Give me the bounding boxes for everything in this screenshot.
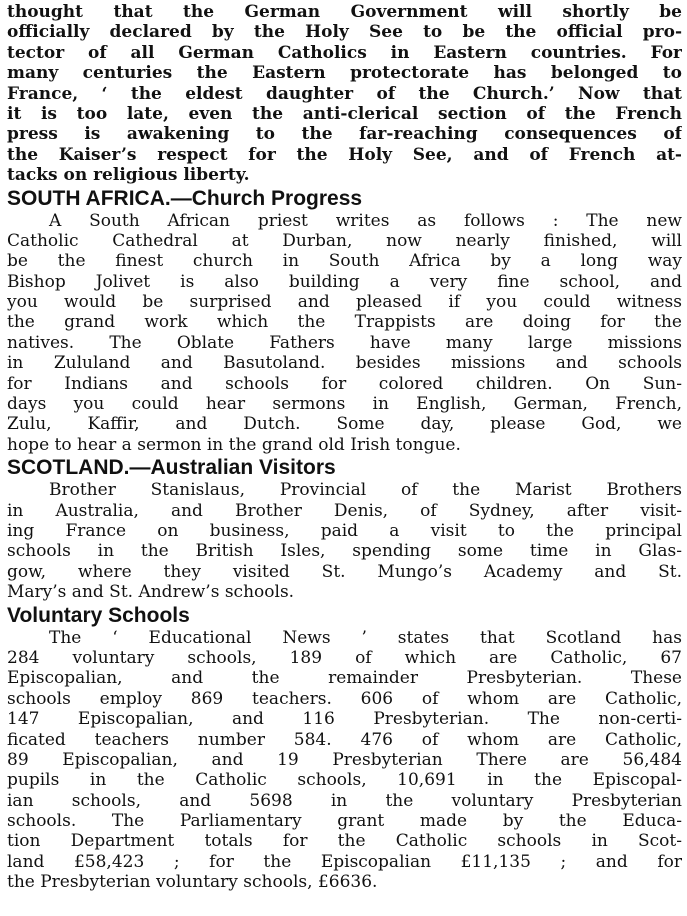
paragraph-line: you would be surprised and pleased if you could witness bbox=[7, 292, 682, 313]
paragraph-line: Bishop Jolivet is also building a very fine school, and bbox=[7, 271, 682, 292]
voluntary-schools-section bbox=[7, 604, 682, 893]
scotland-section bbox=[7, 456, 682, 602]
paragraph-line: it is too late, even the anti-clerical section of the French bbox=[7, 103, 682, 124]
paragraph-line: the Kaiser’s respect for the Holy See, and of French at- bbox=[7, 144, 682, 165]
paragraph-line: Brother Stanislaus, Provincial of the Marist Brothers bbox=[49, 480, 682, 501]
paragraph-line: in Zululand and Basutoland. besides missions and schools bbox=[7, 353, 682, 374]
paragraph-line: ficated teachers number 584. 476 of whom are Catholic, bbox=[7, 729, 682, 750]
section-heading: SCOTLAND.—Australian Visitors bbox=[7, 456, 336, 480]
paragraph-line: Zulu, Kaffir, and Dutch. Some day, please God, we bbox=[7, 414, 682, 435]
paragraph-line: Episcopalian, and the remainder Presbyterian. These bbox=[7, 668, 682, 689]
paragraph-line: the Presbyterian voluntary schools, £6636. bbox=[7, 872, 378, 893]
paragraph-line: ing France on business, paid a visit to the principal bbox=[7, 520, 682, 541]
paragraph-line: The ‘ Educational News ’ states that Scotland has bbox=[49, 627, 682, 648]
paragraph-line: tion Department totals for the Catholic schools in Scot- bbox=[7, 831, 682, 852]
south-africa-section bbox=[7, 187, 682, 456]
paragraph-line: land £58,423 ; for the Episcopalian £11,135 ; and for bbox=[7, 851, 682, 872]
paragraph-line: A South African priest writes as follows : The new bbox=[49, 210, 682, 231]
paragraph-line: 89 Episcopalian, and 19 Presbyterian There are 56,484 bbox=[7, 749, 682, 770]
paragraph-line: 284 voluntary schools, 189 of which are Catholic, 67 bbox=[7, 647, 682, 668]
paragraph-line: in Australia, and Brother Denis, of Sydney, after visit- bbox=[7, 500, 682, 521]
paragraph-line: ian schools, and 5698 in the voluntary Presbyterian bbox=[7, 790, 682, 811]
paragraph-line: officially declared by the Holy See to be the official pro- bbox=[7, 22, 682, 43]
section-heading: SOUTH AFRICA.—Church Progress bbox=[7, 186, 363, 210]
paragraph-line: gow, where they visited St. Mungo’s Academy and St. bbox=[7, 561, 682, 582]
section-heading: Voluntary Schools bbox=[7, 603, 190, 627]
paragraph-line: France, ‘ the eldest daughter of the Church.’ Now that bbox=[7, 83, 682, 104]
paragraph-line: Mary’s and St. Andrew’s schools. bbox=[7, 582, 295, 603]
paragraph-line: pupils in the Catholic schools, 10,691 in the Episcopal- bbox=[7, 770, 682, 791]
paragraph-line: the grand work which the Trappists are doing for the bbox=[7, 312, 682, 333]
paragraph-line: tector of all German Catholics in Eastern countries. For bbox=[7, 42, 682, 63]
paragraph-line: schools. The Parliamentary grant made by the Educa- bbox=[7, 811, 682, 832]
paragraph-line: for Indians and schools for colored children. On Sun- bbox=[7, 373, 682, 394]
paragraph-line: schools employ 869 teachers. 606 of whom are Catholic, bbox=[7, 688, 682, 709]
paragraph-line: Catholic Cathedral at Durban, now nearly finished, will bbox=[7, 230, 682, 251]
paragraph-line: 147 Episcopalian, and 116 Presbyterian. The non-certi- bbox=[7, 709, 682, 730]
paragraph-line: natives. The Oblate Fathers have many large missions bbox=[7, 332, 682, 353]
paragraph-line: press is awakening to the far-reaching consequences of bbox=[7, 124, 682, 145]
paragraph-line: many centuries the Eastern protectorate has belonged to bbox=[7, 63, 682, 84]
article-continued bbox=[7, 0, 682, 186]
paragraph-line: days you could hear sermons in English, German, French, bbox=[7, 394, 682, 415]
paragraph-line: tacks on religious liberty. bbox=[7, 165, 250, 186]
paragraph-line: hope to hear a sermon in the grand old Irish tongue. bbox=[7, 434, 461, 455]
paragraph-line: schools in the British Isles, spending some time in Glas- bbox=[7, 541, 682, 562]
paragraph-line: thought that the German Government will shortly be bbox=[7, 2, 682, 22]
paragraph-line: be the finest church in South Africa by a long way bbox=[7, 251, 682, 272]
